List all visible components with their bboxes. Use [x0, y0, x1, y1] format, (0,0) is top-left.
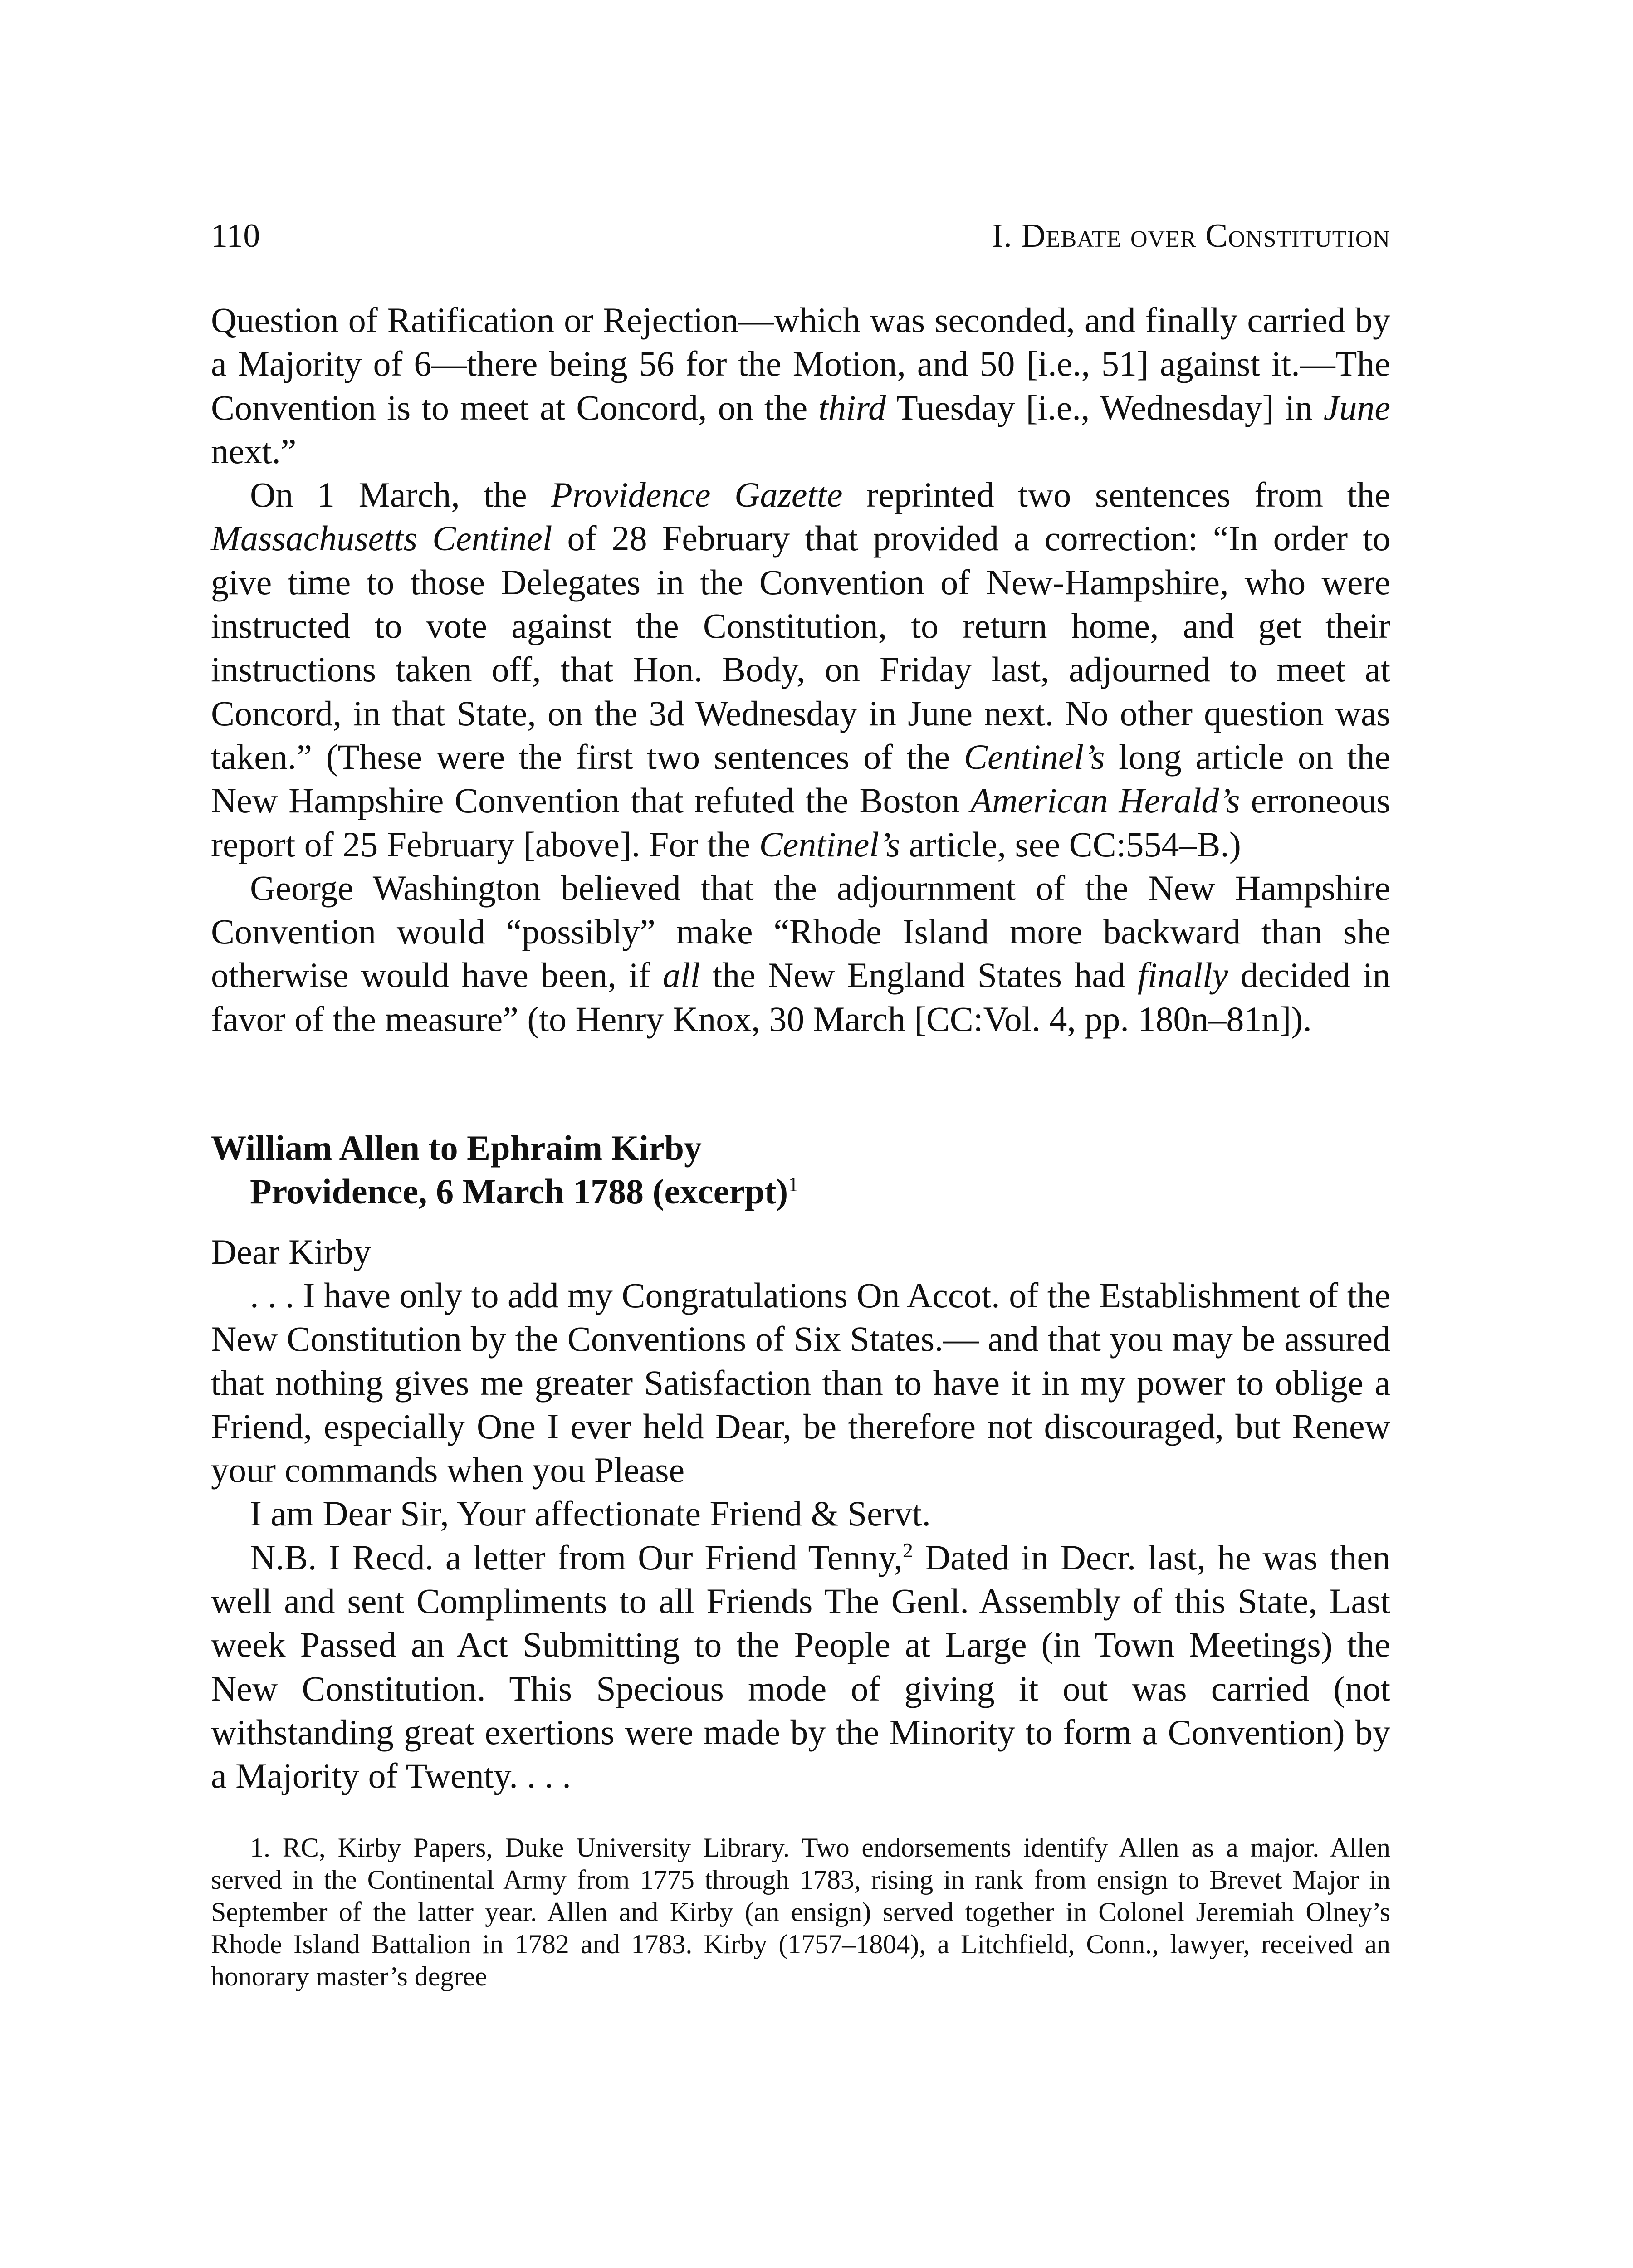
intro-paragraph-3: George Washington believed that the adjournment of the New Hampshire Convention would “possibly” make “Rhode Island more backward than she otherwise would have been, if all the New England States had finally decided in favor of the measure” (to Henry Knox, 30 March [CC:Vol. 4, pp. 180n–81n]).	[211, 868, 1390, 1039]
page	[211, 213, 1390, 1993]
intro-paragraph-2: On 1 March, the Providence Gazette reprinted two sentences from the Massachusetts Centinel of 28 February that provided a correction: “In order to give time to those Delegates in the Convention of New-Hampshire, who were instructed to vote against the Constitution, to return home, and get their instructions taken off, that Hon. Body, on Friday last, adjourned to meet at Concord, in that State, on the 3d Wednesday in June next. No other question was taken.” (These were the first two sentences of the Centinel’s long article on the New Hampshire Convention that refuted the Boston American Herald’s erroneous report of 25 February [above]. For the Centinel’s article, see CC:554–B.)	[211, 475, 1391, 864]
letter-text	[211, 1230, 1390, 1798]
closing: I am Dear Sir, Your affectionate Friend & Servt.	[250, 1494, 931, 1534]
page-number: 110	[211, 217, 260, 254]
document-heading-dateline: Providence, 6 March 1788 (excerpt)$^1$	[250, 1172, 799, 1212]
salutation: Dear Kirby	[211, 1232, 372, 1271]
postscript: N.B. I Recd. a letter from Our Friend Tenny,$^2$ Dated in Decr. last, he was then well and sent Compliments to all Friends The Genl. Assembly of this State, Last week Passed an Act Submitting to the People at Large (in Town Meetings) the New Constitution. This Specious mode of giving it out was carried (not withstanding great exertions were made by the Minority to form a Convention) by a Majority of Twenty. . . .	[211, 1537, 1391, 1796]
intro-paragraph-1: Question of Ratification or Rejection—which was seconded, and finally carried by a Majority of 6—there being 56 for the Motion, and 50 [i.e., 51] against it.—The Convention is to meet at Concord, on the third Tuesday [i.e., Wednesday] in June next.”	[211, 300, 1390, 471]
section-title: I. Debate over Constitution	[992, 217, 1390, 254]
running-head	[211, 213, 1390, 259]
section-gap	[211, 1041, 1390, 1126]
spacer	[211, 1214, 1390, 1230]
footnote-ref-1: 1	[788, 1173, 799, 1196]
footnote-ref-2: 2	[902, 1538, 913, 1562]
intro-text	[211, 298, 1390, 1041]
footnotes	[211, 1832, 1390, 1993]
document-heading	[211, 1126, 1390, 1214]
letter-paragraph: . . . I have only to add my Congratulations On Accot. of the Establishment of the New Constitution by the Conventions of Six States.— and that you may be assured that nothing gives me greater Satisfaction than to have it in my power to oblige a Friend, especially One I ever held Dear, be therefore not discouraged, but Renew your commands when you Please	[211, 1275, 1390, 1490]
document-heading-title: William Allen to Ephraim Kirby	[211, 1128, 702, 1168]
footnote-1: 1. RC, Kirby Papers, Duke University Library. Two endorsements identify Allen as a major. Allen served in the Continental Army from 1775 through 1783, rising in rank from ensign to Brevet Major in September of the latter year. Allen and Kirby (an ensign) served together in Colonel Jeremiah Olney’s Rhode Island Battalion in 1782 and 1783. Kirby (1757–1804), a Litchfield, Conn., lawyer, received an honorary master’s degree	[211, 1832, 1390, 1991]
